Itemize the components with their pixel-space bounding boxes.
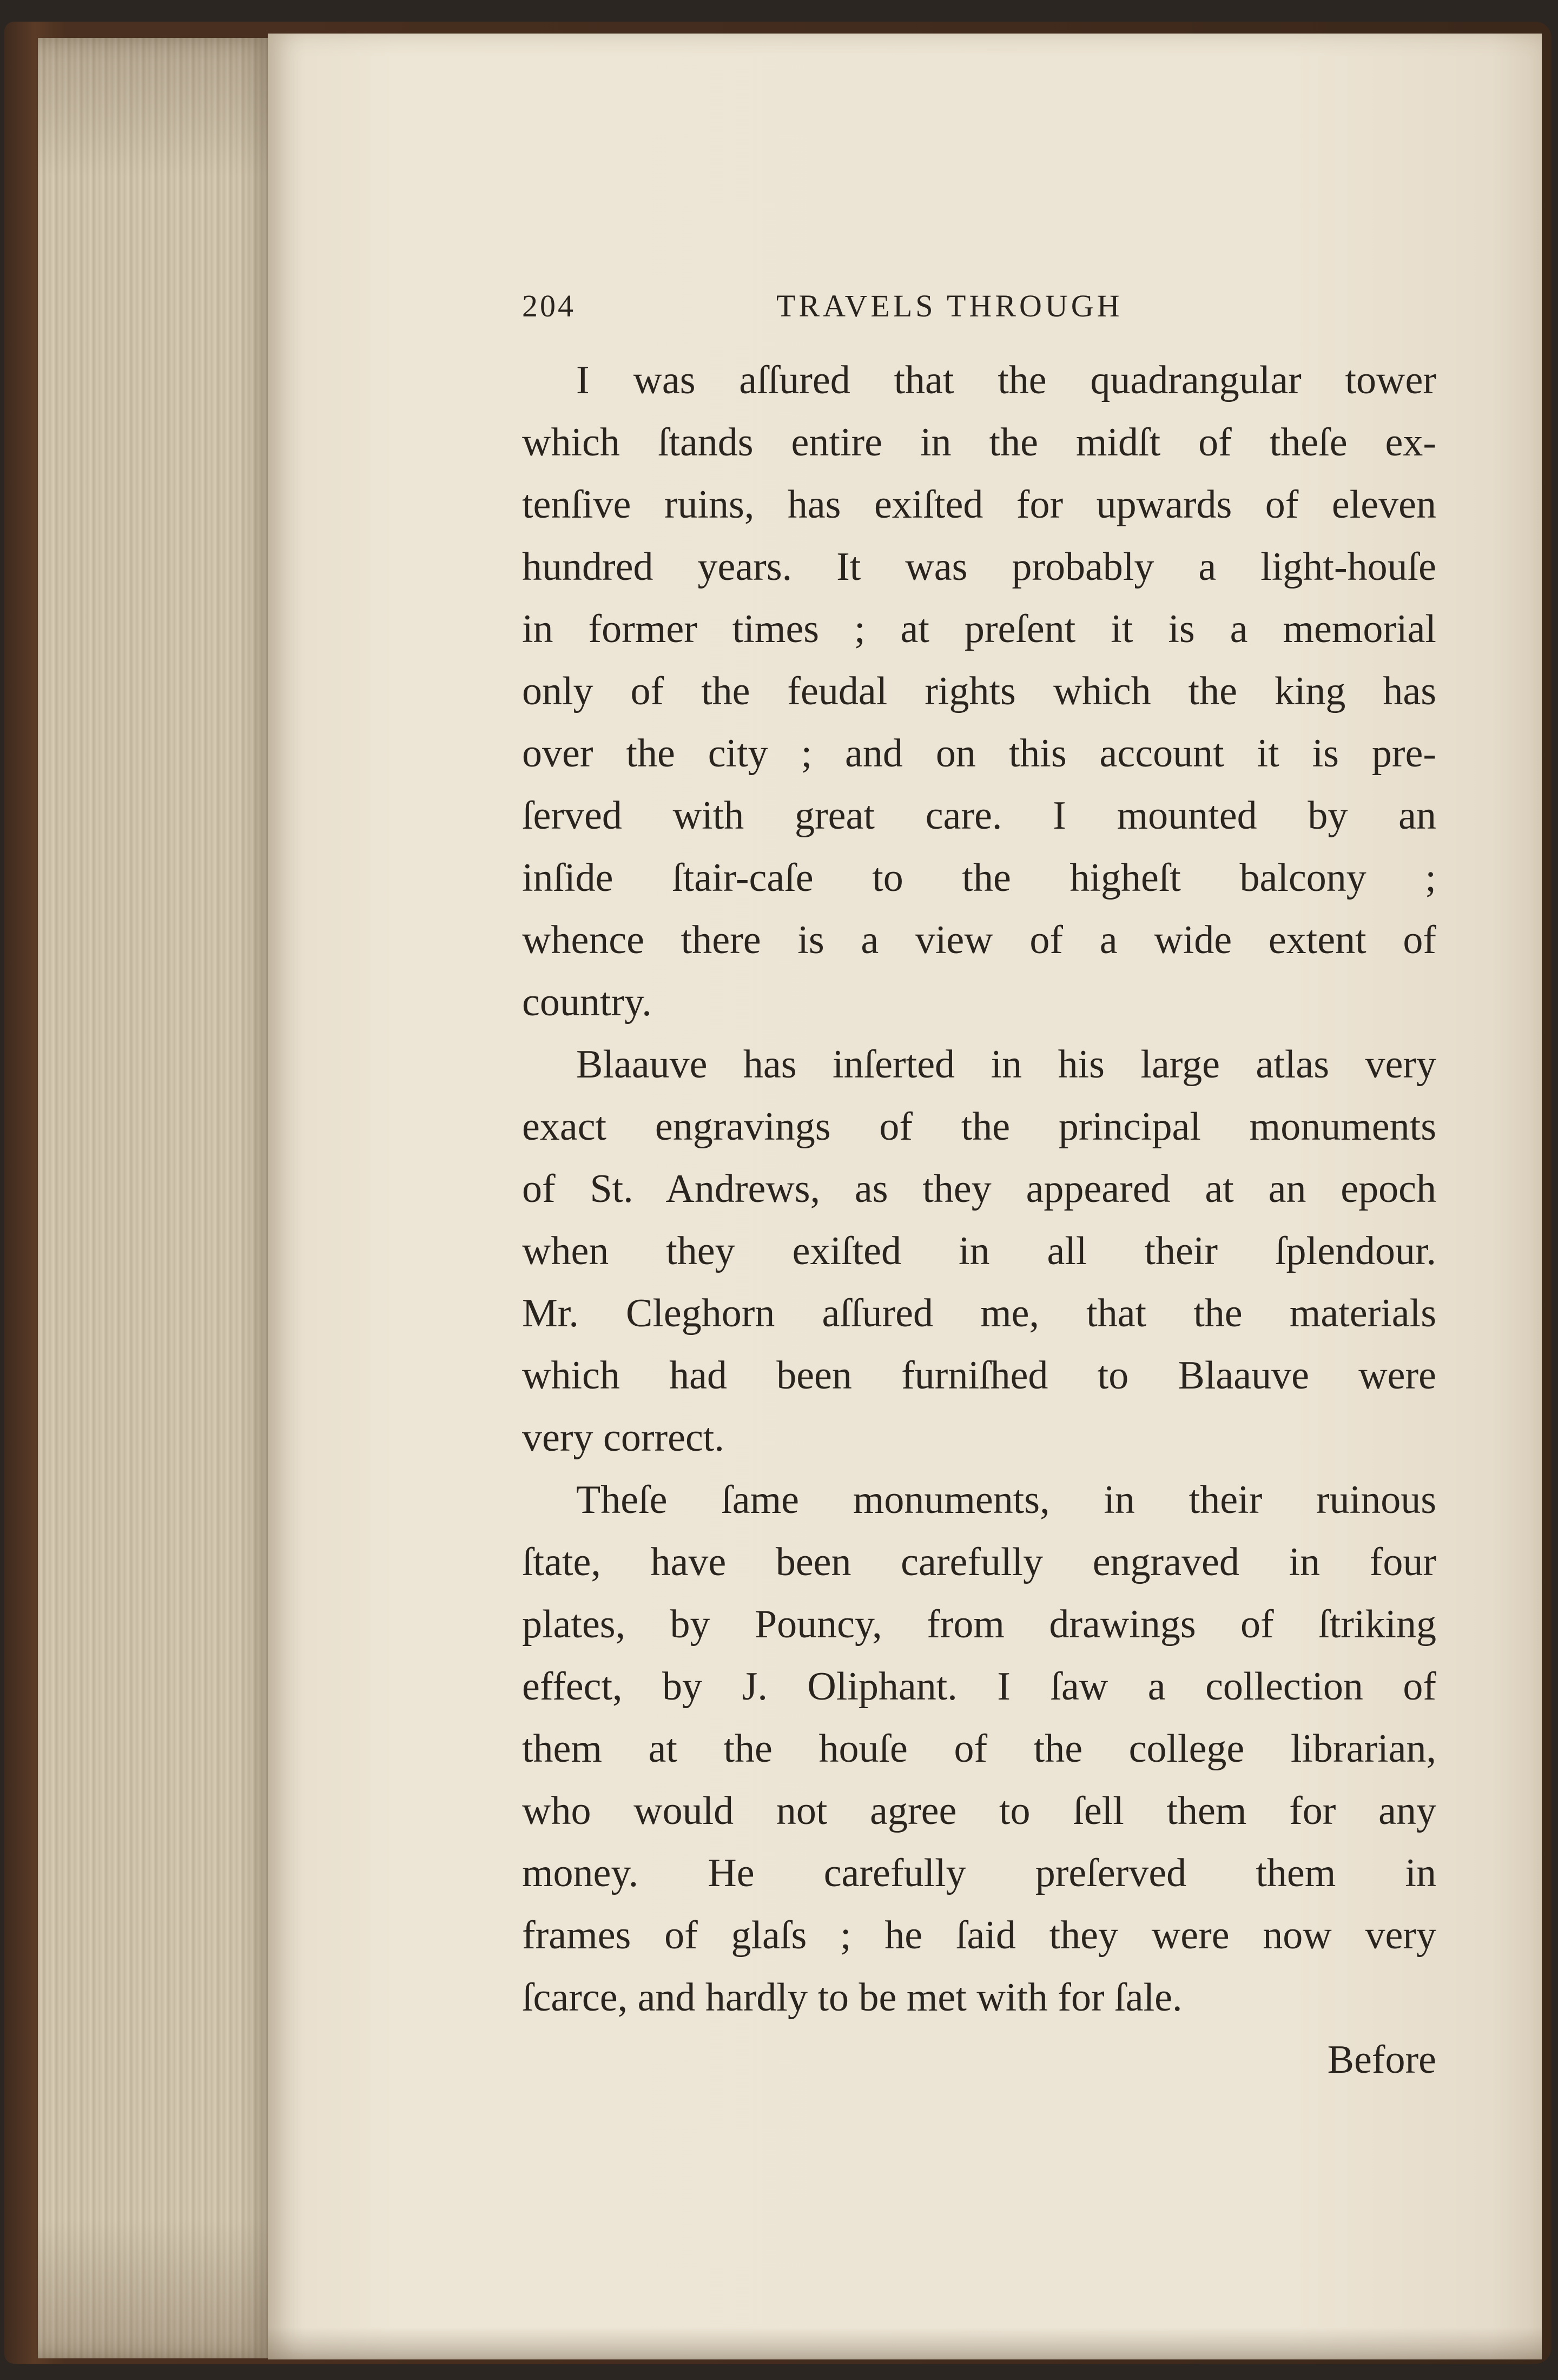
paragraph <box>522 349 1436 1034</box>
text-line: whence there is a view of a wide extent of <box>522 918 1436 962</box>
text-line: over the city ; and on this account it is pre- <box>522 731 1436 776</box>
text-line: effect, by J. Oliphant. I ſaw a collection of <box>522 1664 1436 1709</box>
page-body <box>522 349 1436 2091</box>
text-line: Mr. Cleghorn aſſured me, that the materials <box>522 1291 1436 1336</box>
text-line: who would not agree to ſell them for any <box>522 1789 1436 1833</box>
text-line: exact engravings of the principal monuments <box>522 1105 1436 1149</box>
page-edges <box>38 38 276 2358</box>
paragraph <box>522 1469 1436 2029</box>
text-line: plates, by Pouncy, from drawings of ſtriking <box>522 1602 1436 1647</box>
book-page <box>268 34 1542 2359</box>
text-line: money. He carefully preſerved them in <box>522 1851 1436 1895</box>
running-head <box>522 288 1436 340</box>
page-number: 204 <box>522 288 576 323</box>
text-line: only of the feudal rights which the king has <box>522 669 1436 713</box>
text-line: in former times ; at preſent it is a memorial <box>522 607 1436 651</box>
page-bottom-shadow <box>268 2327 1542 2359</box>
text-line: of St. Andrews, as they appeared at an epoch <box>522 1167 1436 1211</box>
catchword: Before <box>1327 2038 1436 2082</box>
text-line: which had been furniſhed to Blaauve were <box>522 1353 1436 1398</box>
text-block <box>522 288 1436 2091</box>
paragraph <box>522 1034 1436 1469</box>
text-line: Blaauve has inſerted in his large atlas very <box>576 1042 1436 1087</box>
text-line: tenſive ruins, has exiſted for upwards of eleven <box>522 482 1436 527</box>
text-line: country. <box>522 980 652 1024</box>
text-line: Theſe ſame monuments, in their ruinous <box>576 1478 1436 1522</box>
text-line: them at the houſe of the college librarian, <box>522 1727 1436 1771</box>
text-line: inſide ſtair-caſe to the higheſt balcony ; <box>522 856 1436 900</box>
text-line: which ſtands entire in the midſt of theſe ex- <box>522 420 1436 465</box>
text-line: when they exiſted in all their ſplendour. <box>522 1229 1436 1273</box>
running-head-title: TRAVELS THROUGH <box>776 288 1123 323</box>
text-line: frames of glaſs ; he ſaid they were now very <box>522 1913 1436 1958</box>
text-line: hundred years. It was probably a light-houſe <box>522 545 1436 589</box>
text-line: ſerved with great care. I mounted by an <box>522 794 1436 838</box>
text-line: very correct. <box>522 1416 724 1460</box>
text-line: I was aſſured that the quadrangular tower <box>576 358 1436 402</box>
text-line: ſtate, have been carefully engraved in four <box>522 1540 1436 1584</box>
text-line: ſcarce, and hardly to be met with for ſale. <box>522 1975 1183 2020</box>
